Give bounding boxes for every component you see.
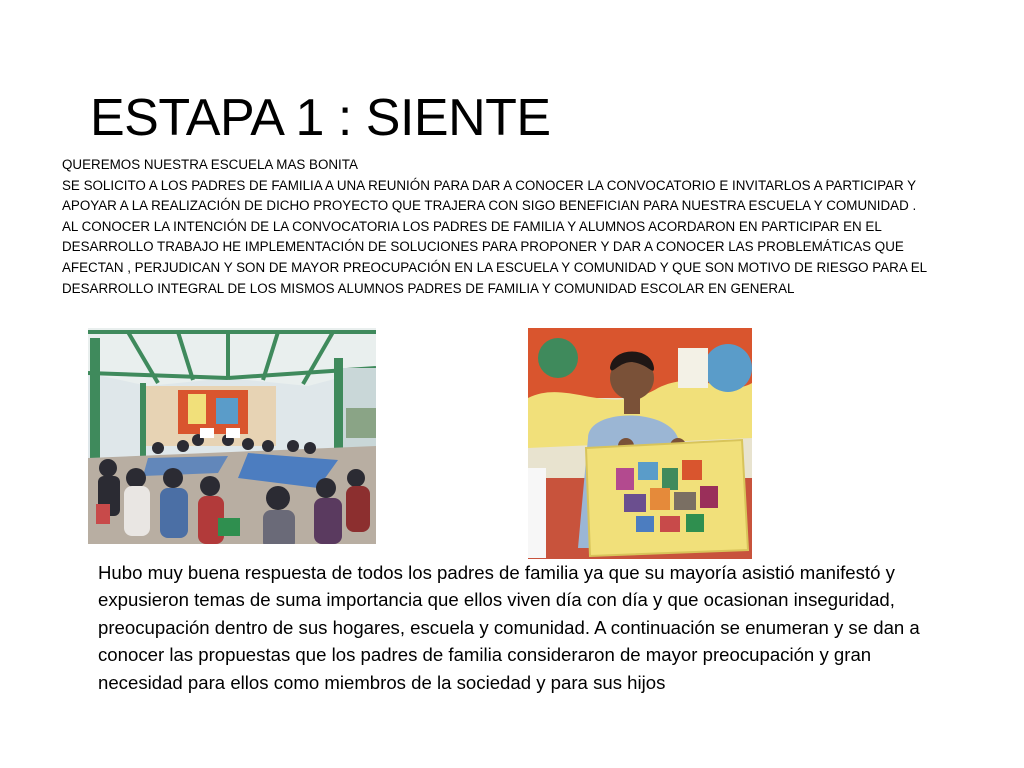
intro-line: AL CONOCER LA INTENCIÓN DE LA CONVOCATORIA LOS PADRES DE FAMILIA Y ALUMNOS ACORDARON EN PARTICIPAR EN EL DESARROLLO TRABAJO HE IMPLEMENTACIÓN DE SOLUCIONES PARA PROPONER Y DAR A CONOCER LAS PROBLEMÁTICAS QUE AFECTAN , PERJUDICAN Y SON DE MAYOR PREOCUPACIÓN EN LA ESCUELA Y COMUNIDAD Y QUE SON MOTIVO DE RIESGO PARA EL DESARROLLO INTEGRAL DE LOS MISMOS ALUMNOS PADRES DE FAMILIA Y COMUNIDAD ESCOLAR EN GENERAL bbox=[62, 218, 927, 296]
slide-title: ESTAPA 1 : SIENTE bbox=[90, 89, 551, 147]
intro-text bbox=[62, 155, 962, 299]
photo-mother-poster-illustration bbox=[528, 328, 752, 559]
photo-parents-meeting bbox=[88, 328, 376, 544]
photo-mother-poster bbox=[528, 328, 752, 559]
summary-paragraph: Hubo muy buena respuesta de todos los padres de familia ya que su mayoría asistió manifestó y expusieron temas de suma importancia que ellos viven día con día y que ocasionan inseguridad, preocupación dentro de sus hogares, escuela y comunidad. A continuación se enumeran y se dan a conocer las propuestas que los padres de familia consideraron de mayor preocupación y gran necesidad para ellos como miembros de la sociedad y para sus hijos bbox=[98, 562, 920, 693]
intro-line: QUEREMOS NUESTRA ESCUELA MAS BONITA bbox=[62, 157, 358, 172]
photo-parents-meeting-illustration bbox=[88, 328, 376, 544]
intro-line: SE SOLICITO A LOS PADRES DE FAMILIA A UNA REUNIÓN PARA DAR A CONOCER LA CONVOCATORIO E INVITARLOS A PARTICIPAR Y APOYAR A LA REALIZACIÓN DE DICHO PROYECTO QUE TRAJERA CON SIGO BENEFICIAN PARA NUESTRA ESCUELA Y COMUNIDAD . bbox=[62, 177, 917, 214]
